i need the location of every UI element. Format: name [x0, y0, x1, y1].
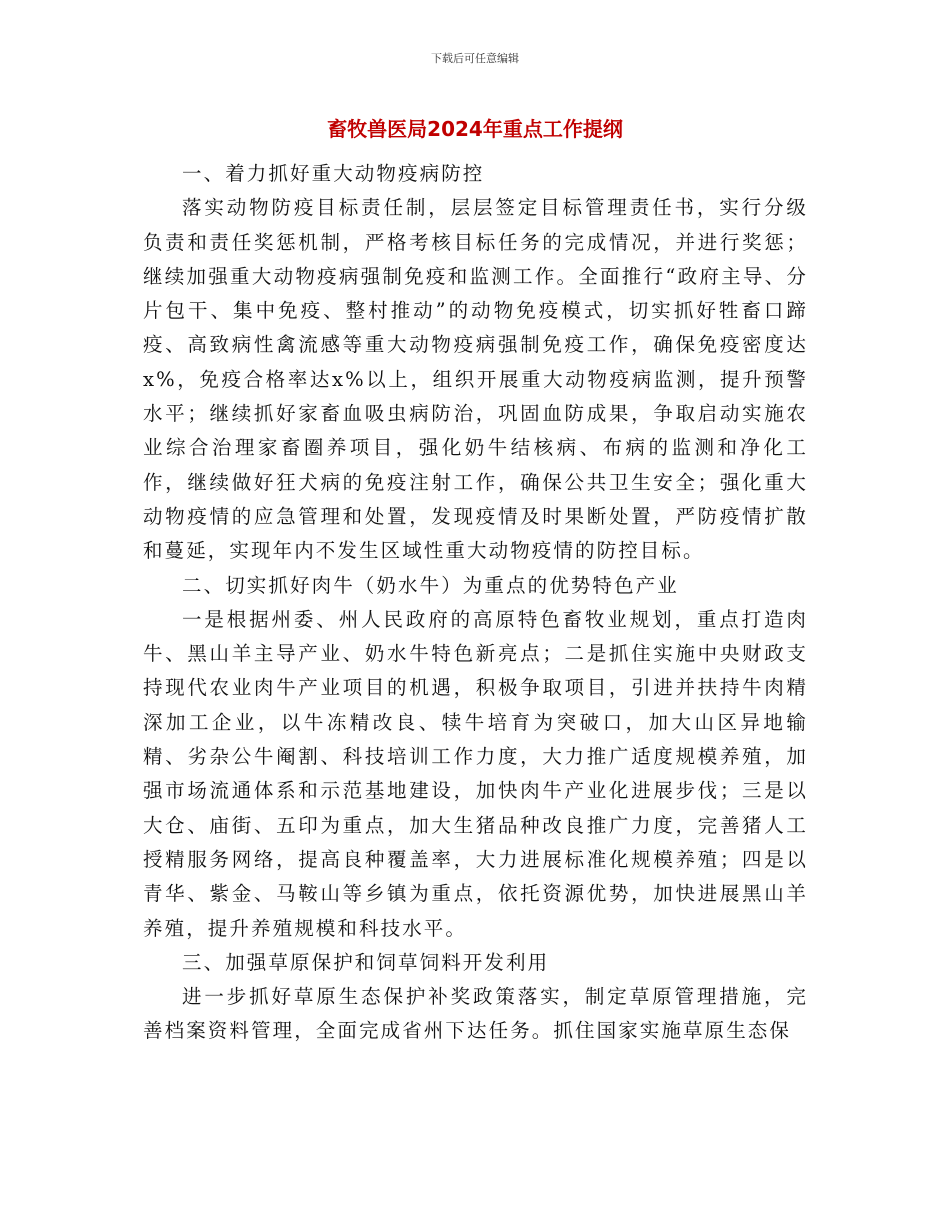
section-heading-3: 三、加强草原保护和饲草饲料开发利用: [182, 950, 550, 974]
section-paragraph-2: 一是根据州委、州人民政府的高原特色畜牧业规划，重点打造肉牛、黑山羊主导产业、奶水牛特色新亮点；二是抓住实施中央财政支持现代农业肉牛产业项目的机遇，积极争取项目，引进并扶持牛肉精深加工企业，以牛冻精改良、犊牛培育为突破口，加大山区异地输精、劣杂公牛阉割、科技培训工作力度，大力推广适度规模养殖，加强市场流通体系和示范基地建设，加快肉牛产业化进展步伐；三是以大仓、庙街、五印为重点，加大生猪品种改良推广力度，完善猪人工授精服务网络，提高良种覆盖率，大力进展标准化规模养殖；四是以青华、紫金、马鞍山等乡镇为重点，依托资源优势，加快进展黑山羊养殖，提升养殖规模和科技水平。: [143, 607, 808, 940]
section-heading-2: 二、切实抓好肉牛（奶水牛）为重点的优势特色产业: [182, 573, 679, 597]
document-title: 畜牧兽医局2024年重点工作提纲: [327, 117, 623, 141]
document-body: [143, 157, 808, 1049]
page-header: 下载后可任意编辑: [431, 52, 519, 65]
section-paragraph-1: 落实动物防疫目标责任制，层层签定目标管理责任书，实行分级负责和责任奖惩机制，严格考核目标任务的完成情况，并进行奖惩；继续加强重大动物疫病强制免疫和监测工作。全面推行“政府主导、分片包干、集中免疫、整村推动”的动物免疫模式，切实抓好牲畜口蹄疫、高致病性禽流感等重大动物疫病强制免疫工作，确保免疫密度达x%，免疫合格率达x%以上，组织开展重大动物疫病监测，提升预警水平；继续抓好家畜血吸虫病防治，巩固血防成果，争取启动实施农业综合治理家畜圈养项目，强化奶牛结核病、布病的监测和净化工作，继续做好狂犬病的免疫注射工作，确保公共卫生安全；强化重大动物疫情的应急管理和处置，发现疫情及时果断处置，严防疫情扩散和蔓延，实现年内不发生区域性重大动物疫情的防控目标。: [143, 196, 808, 563]
section-heading-1: 一、着力抓好重大动物疫病防控: [182, 162, 485, 185]
section-paragraph-3: 进一步抓好草原生态保护补奖政策落实，制定草原管理措施，完善档案资料管理，全面完成省州下达任务。抓住国家实施草原生态保: [143, 985, 808, 1043]
